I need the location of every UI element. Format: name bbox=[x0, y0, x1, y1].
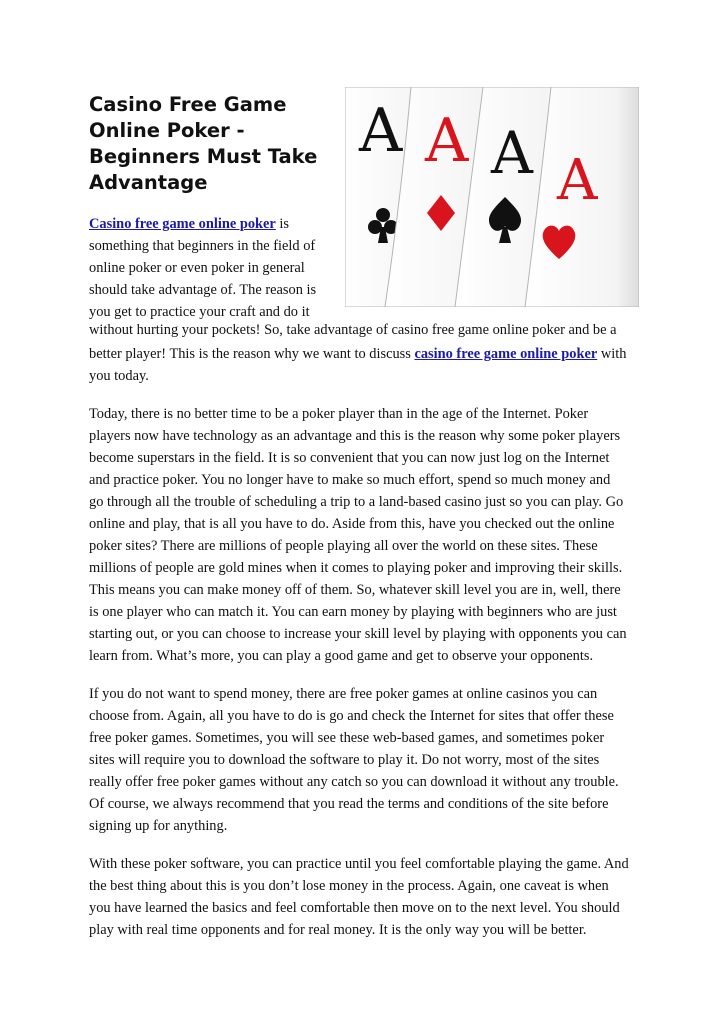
paragraph-line: really offer free poker games without any catch so you can download it without any trouble. bbox=[89, 774, 619, 790]
paragraph-line: online and play, that is all you have to do. Aside from this, have you checked out the online bbox=[89, 516, 615, 532]
paragraph-line: and practice poker. You no longer have to make so much effort, spend so much money and bbox=[89, 472, 611, 488]
paragraph-line: Today, there is no better time to be a poker player than in the age of the Internet. Poker bbox=[89, 406, 589, 422]
paragraph-line: become superstars in the field. It is so convenient that you can now just log on the Internet bbox=[89, 450, 610, 466]
intro-line: Casino free game online poker is bbox=[89, 216, 290, 232]
four-aces-image bbox=[345, 87, 639, 307]
paragraph-line: millions of people are gold mines when it comes to playing poker and improving their skills. bbox=[89, 560, 623, 576]
intro-line: something that beginners in the field of bbox=[89, 238, 316, 254]
card-rank: A bbox=[425, 106, 469, 176]
intro-line: should take advantage of. The reason is bbox=[89, 282, 317, 298]
paragraph-line: poker sites? There are millions of people playing all over the world on these sites. These bbox=[89, 538, 598, 554]
paragraph-line: play with real time opponents and for real money. It is the only way you will be better. bbox=[89, 922, 587, 938]
intro-line: online poker or even poker in general bbox=[89, 260, 305, 276]
title-line: Beginners Must Take bbox=[89, 145, 318, 168]
paragraph-line: This means you can make money off of them. So, whatever skill level you are in, well, there bbox=[89, 582, 621, 598]
paragraph-line: sites will require you to download the software to play it. Do not worry, most of the sites bbox=[89, 752, 600, 768]
paragraph-line: With these poker software, you can practice until you feel comfortable playing the game. And bbox=[89, 856, 629, 872]
paragraph-line: If you do not want to spend money, there are free poker games at online casinos you can bbox=[89, 686, 598, 702]
paragraph-line: go through all the trouble of scheduling a trip to a land-based casino just so you can play. Go bbox=[89, 494, 624, 510]
paragraph-line: starting out, or you can choose to increase your skill level by playing with opponents you can bbox=[89, 626, 627, 642]
card-rank: A bbox=[359, 96, 403, 166]
card-rank: A bbox=[491, 119, 533, 187]
paragraph-line: the best thing about this is you don’t lose money in the process. Again, one caveat is when bbox=[89, 878, 609, 894]
paragraph-line: is one player who can match it. You can earn money by playing with beginners who are just bbox=[89, 604, 617, 620]
intro-line: better player! This is the reason why we want to discuss casino free game online poker with bbox=[89, 346, 627, 362]
intro-keyword-link[interactable]: Casino free game online poker bbox=[89, 216, 276, 232]
intro-line: without hurting your pockets! So, take advantage of casino free game online poker and be a bbox=[89, 322, 617, 338]
paragraph-line: signing up for anything. bbox=[89, 818, 228, 834]
title-line: Casino Free Game bbox=[89, 93, 287, 116]
paragraph-line: learn from. What’s more, you can play a good game and get to observe your opponents. bbox=[89, 648, 594, 664]
intro-line: you today. bbox=[89, 368, 149, 384]
paragraph-line: you have learned the basics and feel comfortable then move on to the next level. You should bbox=[89, 900, 620, 916]
intro-line: you get to practice your craft and do it bbox=[89, 304, 310, 320]
title-line: Online Poker - bbox=[89, 119, 245, 142]
body-keyword-link[interactable]: casino free game online poker bbox=[414, 346, 598, 362]
paragraph-line: Of course, we always recommend that you read the terms and conditions of the site before bbox=[89, 796, 609, 812]
paragraph-line: choose from. Again, all you have to do is go and check the Internet for sites that offer these bbox=[89, 708, 614, 724]
paragraph-line: players now have technology as an advantage and this is the reason why some poker players bbox=[89, 428, 621, 444]
title-line: Advantage bbox=[89, 171, 208, 194]
paragraph-line: free poker games. Sometimes, you will see these web-based games, and sometimes poker bbox=[89, 730, 605, 746]
card-rank: A bbox=[557, 148, 598, 213]
page-title bbox=[89, 92, 339, 196]
